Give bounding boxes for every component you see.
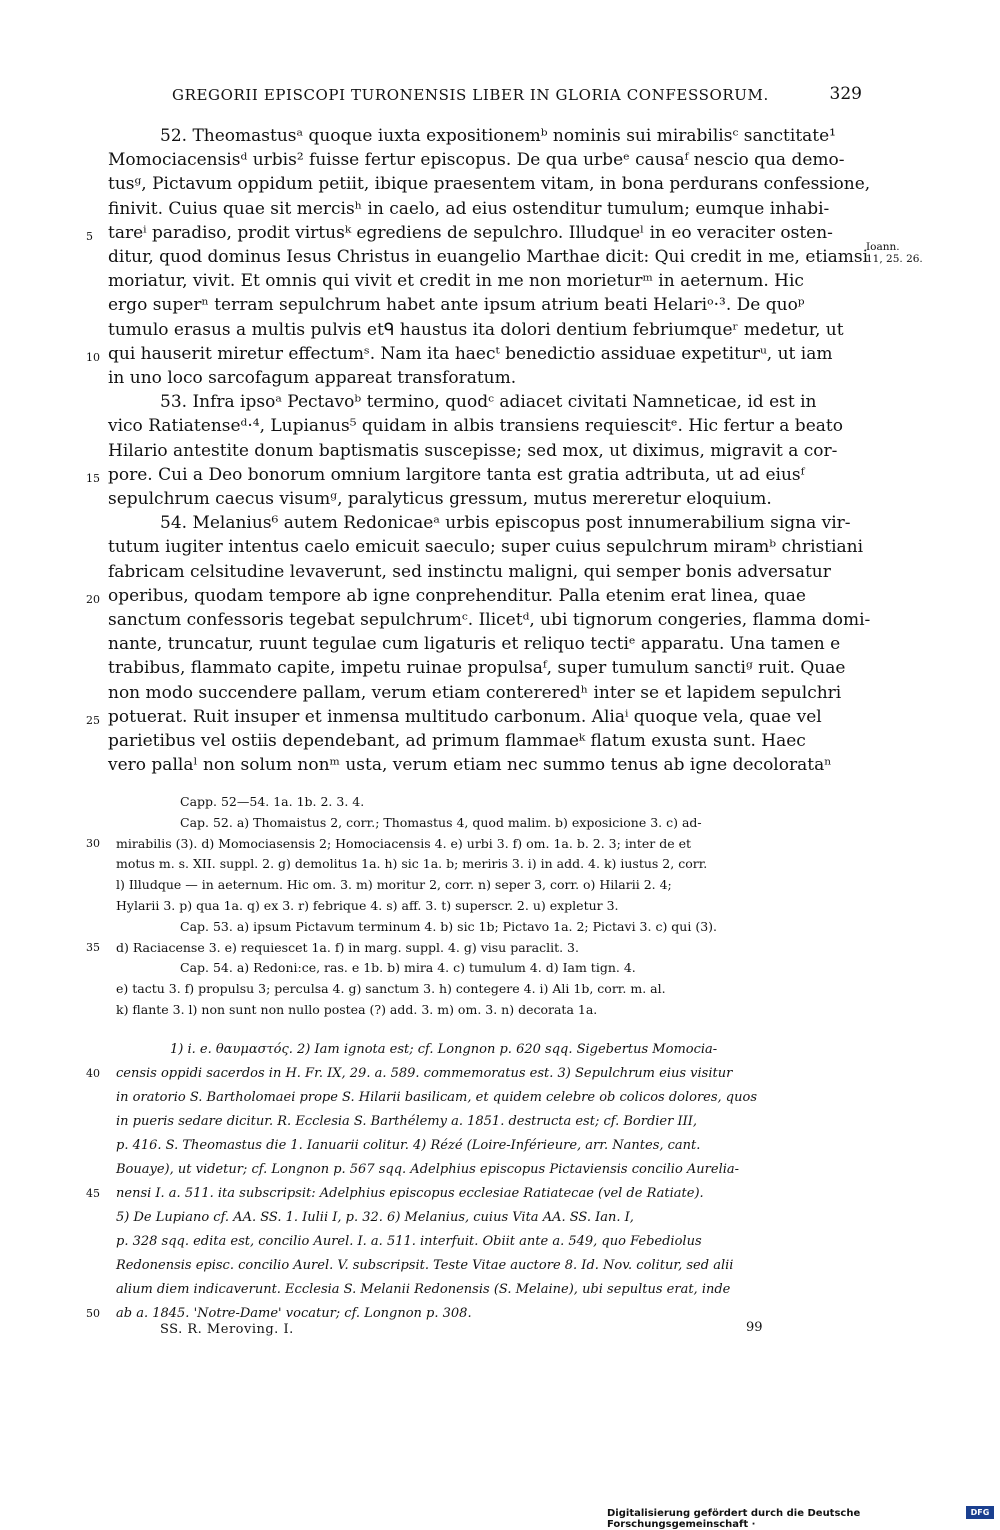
line-text: censis oppidi sacerdos in H. Fr. IX, 29. a. 589. commemoratus est. 3) Sepulchrum eius visitur: [116, 1066, 733, 1081]
dfg-logo: DFG: [966, 1506, 994, 1519]
line-text: trabibus, flammato capite, impetu ruinae propulsaᶠ, super tumulum sanctiᵍ ruit. Quae: [108, 658, 846, 679]
line-text: tusᵍ, Pictavum oppidum petiit, ibique praesentem vitam, in bona perdurans confessione,: [108, 174, 871, 195]
body-line: [108, 148, 862, 172]
body-line: [108, 729, 862, 753]
apparatus-line: [116, 813, 866, 834]
footnote-line: [116, 1086, 866, 1110]
line-text: alium diem indicaverunt. Ecclesia S. Melanii Redonensis (S. Melaine), ubi sepultus erat, inde: [116, 1282, 731, 1297]
line-text: Hylarii 3. p) qua 1a. q) ex 3. r) febrique 4. s) aff. 3. t) superscr. 2. u) expletur 3.: [116, 897, 619, 913]
body-line: [108, 511, 862, 535]
line-text: pore. Cui a Deo bonorum omnium largitore tanta est gratia adtributa, ut ad eiusᶠ: [108, 464, 805, 485]
body-line: [86, 705, 862, 729]
body-line: [86, 584, 862, 608]
line-text: ab a. 1845. 'Notre-Dame' vocatur; cf. Longnon p. 308.: [116, 1306, 472, 1321]
line-text: motus m. s. XII. suppl. 2. g) demolitus 1a. h) sic 1a. b; meriris 3. i) in add. 4. k) iustus 2, corr.: [116, 856, 708, 872]
apparatus-line: [116, 979, 866, 1000]
line-text: 54. Melanius⁶ autem Redonicaeᵃ urbis episcopus post innumerabilium signa vir-: [160, 513, 851, 534]
footnote-line: [116, 1134, 866, 1158]
body-line: [108, 632, 862, 656]
running-header: [172, 84, 862, 112]
critical-apparatus: [86, 792, 866, 1021]
body-line: [108, 172, 871, 196]
line-text: Hilario antestite donum baptismatis suscepisse; sed mox, ut diximus, migravit a cor-: [108, 440, 838, 461]
body-line: [108, 318, 862, 342]
apparatus-line: [116, 1000, 866, 1021]
apparatus-line: [116, 792, 866, 813]
footnote-line: [116, 1206, 866, 1230]
margin-reference-line: Ioann.: [866, 241, 900, 253]
body-line: [108, 366, 862, 390]
line-number: 30: [86, 836, 100, 850]
body-line: [108, 753, 862, 777]
line-number: 25: [86, 713, 100, 727]
line-text: operibus, quodam tempore ab igne conprehenditur. Palla etenim erat linea, quae: [108, 585, 806, 606]
margin-reference-line: 11, 25. 26.: [866, 253, 923, 265]
body-line: [108, 293, 862, 317]
line-text: nante, truncatur, ruunt tegulae cum ligaturis et reliquo tectiᵉ apparatu. Una tamen e: [108, 634, 841, 655]
line-text: sanctum confessoris tegebat sepulchrumᶜ. Ilicetᵈ, ubi tignorum congeries, flamma domi-: [108, 610, 871, 631]
line-text: Bouaye), ut videtur; cf. Longnon p. 567 sqq. Adelphius episcopus Pictaviensis concilio Aurelia-: [116, 1162, 740, 1177]
body-line: [108, 197, 862, 221]
body-line: [108, 439, 862, 463]
line-text: potuerat. Ruit insuper et inmensa multitudo carbonum. Aliaⁱ quoque vela, quae vel: [108, 706, 822, 727]
line-text: 1) i. e. θαυμαστός. 2) Iam ignota est; cf. Longnon p. 620 sqq. Sigebertus Momocia-: [170, 1042, 718, 1057]
apparatus-line: [116, 958, 866, 979]
line-text: Capp. 52—54. 1a. 1b. 2. 3. 4.: [180, 794, 365, 809]
line-text: p. 416. S. Theomastus die 1. Ianuarii colitur. 4) Rézé (Loire-Inférieure, arr. Nantes, cant.: [116, 1138, 701, 1153]
body-line: [108, 681, 862, 705]
line-number: 45: [86, 1187, 100, 1200]
line-text: Momociacensisᵈ urbis² fuisse fertur episcopus. De qua urbeᵉ causaᶠ nescio qua demo-: [108, 150, 845, 171]
line-text: tumulo erasus a multis pulvis etᑫ haustus ita dolori dentium febriumqueʳ medetur, ut: [108, 319, 844, 340]
apparatus-line: [86, 938, 866, 959]
footnotes: [86, 1038, 866, 1326]
line-number: 10: [86, 350, 100, 364]
line-text: moriatur, vivit. Et omnis qui vivit et credit in me non morieturᵐ in aeternum. Hic: [108, 271, 804, 292]
footnote-line: [116, 1158, 866, 1182]
body-line: [86, 463, 862, 487]
body-line: [108, 414, 862, 438]
footnote-line: [116, 1038, 866, 1062]
line-text: tareⁱ paradiso, prodit virtusᵏ egrediens de sepulchro. Illudqueˡ in eo veraciter osten-: [108, 222, 833, 243]
digitization-credit: Digitalisierung gefördert durch die Deutsche Forschungsgemeinschaft ·: [607, 1508, 861, 1530]
line-text: ditur, quod dominus Iesus Christus in euangelio Marthae dicit: Qui credit in me, etiamsi: [108, 247, 869, 268]
line-number: 40: [86, 1067, 100, 1080]
line-number: 35: [86, 940, 100, 954]
line-text: vero pallaˡ non solum nonᵐ usta, verum etiam nec summo tenus ab igne decolorataⁿ: [108, 755, 832, 776]
footnote-line: [116, 1278, 866, 1302]
apparatus-line: [86, 834, 866, 855]
line-text: ergo superⁿ terram sepulchrum habet ante ipsum atrium beati Helariᵒ·³. De quoᵖ: [108, 295, 805, 316]
line-text: Cap. 52. a) Thomaistus 2, corr.; Thomastus 4, quod malim. b) exposicione 3. c) ad-: [180, 814, 702, 830]
line-text: 53. Infra ipsoᵃ Pectavoᵇ termino, quodᶜ adiacet civitati Namneticae, id est in: [160, 392, 817, 413]
line-text: k) flante 3. l) non sunt non nullo postea (?) add. 3. m) om. 3. n) decorata 1a.: [116, 1001, 598, 1017]
line-text: qui hauserit miretur effectumˢ. Nam ita haecᵗ benedictio assiduae expetiturᵘ, ut iam: [108, 343, 833, 364]
line-text: fabricam celsitudine levaverunt, sed instinctu maligni, qui semper bonis adversatur: [108, 561, 831, 582]
line-text: parietibus vel ostiis dependebant, ad primum flammaeᵏ flatum exusta sunt. Haec: [108, 731, 806, 752]
body-line: [108, 487, 862, 511]
line-text: p. 328 sqq. edita est, concilio Aurel. I. a. 511. interfuit. Obiit ante a. 549, quo Febediolus: [116, 1234, 702, 1249]
body-line: [108, 124, 862, 148]
body-line: [86, 221, 862, 245]
line-text: finivit. Cuius quae sit mercisʰ in caelo, ad eius ostenditur tumulum; eumque inhabi-: [108, 198, 830, 219]
line-text: l) Illudque — in aeternum. Hic om. 3. m) moritur 2, corr. n) seper 3, corr. o) Hilarii 2. 4;: [116, 877, 672, 893]
main-text: [86, 124, 871, 778]
line-text: Redonensis episc. concilio Aurel. V. subscripsit. Teste Vitae auctore 8. Id. Nov. colitur, sed alii: [116, 1258, 734, 1273]
line-text: in uno loco sarcofagum appareat transforatum.: [108, 368, 517, 389]
footnote-line: [116, 1230, 866, 1254]
body-line: [108, 535, 862, 559]
sheet-number: 99: [746, 1320, 763, 1335]
line-text: in pueris sedare dicitur. R. Ecclesia S. Barthélemy a. 1851. destructa est; cf. Bordier III,: [116, 1114, 698, 1129]
footnote-line: [116, 1254, 866, 1278]
apparatus-line: [116, 896, 866, 917]
body-line: [108, 390, 862, 414]
line-text: Cap. 53. a) ipsum Pictavum terminum 4. b) sic 1b; Pictavo 1a. 2; Pictavi 3. c) qui (3).: [180, 918, 717, 934]
line-text: Cap. 54. a) Redoni:ce, ras. e 1b. b) mira 4. c) tumulum 4. d) Iam tign. 4.: [180, 960, 636, 976]
line-text: vico Ratiatenseᵈ·⁴, Lupianus⁵ quidam in albis transiens requiescitᵉ. Hic fertur a beato: [108, 416, 843, 437]
signature-mark: SS. R. Meroving. I.: [160, 1322, 294, 1337]
line-text: sepulchrum caecus visumᵍ, paralyticus gressum, mutus mereretur eloquium.: [108, 489, 772, 510]
body-line: [108, 269, 862, 293]
running-title: GREGORII EPISCOPI TURONENSIS LIBER IN GLORIA CONFESSORUM.: [172, 86, 769, 104]
body-line: [108, 245, 869, 269]
body-line: [108, 608, 871, 632]
page-number: 329: [829, 84, 862, 104]
apparatus-line: [116, 854, 866, 875]
body-line: [86, 342, 862, 366]
line-number: 50: [86, 1307, 100, 1320]
line-number: 20: [86, 592, 100, 606]
line-text: d) Raciacense 3. e) requiescet 1a. f) in marg. suppl. 4. g) visu paraclit. 3.: [116, 939, 579, 955]
body-line: [108, 656, 862, 680]
apparatus-line: [116, 875, 866, 896]
margin-reference: [866, 241, 923, 265]
body-text: [86, 124, 871, 777]
body-line: [108, 560, 862, 584]
line-number: 5: [86, 229, 93, 243]
line-text: e) tactu 3. f) propulsu 3; perculsa 4. g) sanctum 3. h) contegere 4. i) Ali 1b, corr. m. al.: [116, 981, 666, 997]
footnote-line: [86, 1062, 866, 1086]
line-text: tutum iugiter intentus caelo emicuit saeculo; super cuius sepulchrum miramᵇ christiani: [108, 537, 864, 558]
footnote-line: [86, 1182, 866, 1206]
apparatus-line: [116, 917, 866, 938]
line-text: nensi I. a. 511. ita subscripsit: Adelphius episcopus ecclesiae Ratiatecae (vel de Ratiate).: [116, 1186, 704, 1201]
line-text: mirabilis (3). d) Momociasensis 2; Homociacensis 4. e) urbi 3. f) om. 1a. b. 2. 3; inter de et: [116, 835, 692, 851]
line-text: 52. Theomastusᵃ quoque iuxta expositionemᵇ nominis sui mirabilisᶜ sanctitate¹: [160, 126, 836, 146]
line-text: in oratorio S. Bartholomaei prope S. Hilarii basilicam, et quidem celebre ob colicos dolores, quos: [116, 1090, 757, 1105]
line-text: non modo succendere pallam, verum etiam contereredʰ inter se et lapidem sepulchri: [108, 682, 842, 703]
line-number: 15: [86, 471, 100, 485]
footnote-line: [116, 1110, 866, 1134]
line-text: 5) De Lupiano cf. AA. SS. 1. Iulii I, p. 32. 6) Melanius, cuius Vita AA. SS. Ian. I,: [116, 1210, 634, 1225]
